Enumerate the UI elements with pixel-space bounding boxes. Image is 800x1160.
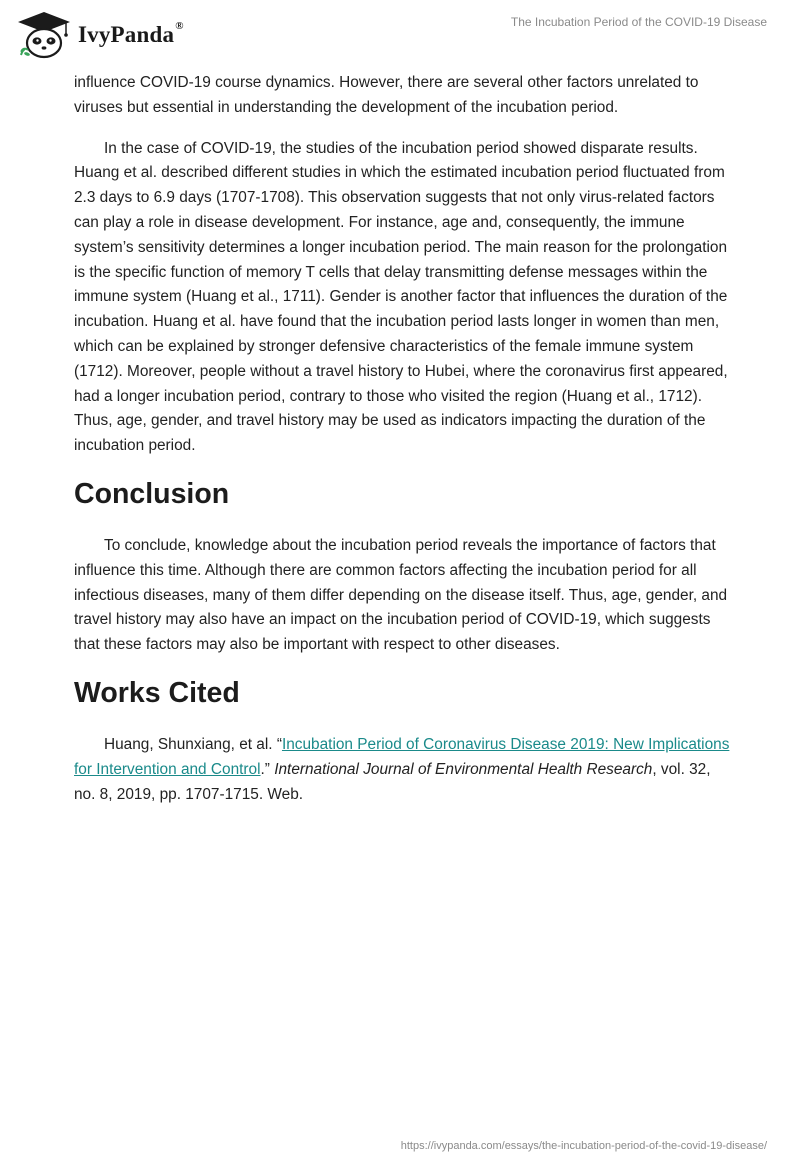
footer-url[interactable]: https://ivypanda.com/essays/the-incubation-period-of-the-covid-19-disease/ xyxy=(400,1140,767,1152)
document-title: The Incubation Period of the COVID-19 Disease xyxy=(510,15,767,29)
paragraph-incubation-studies: In the case of COVID-19, the studies of the incubation period showed disparate results. Huang et al. described different studies in which the estimated incubation period fluctuated from 2.3 days to 6.9 days (1707-1708). This observation suggests that not only virus-related factors can play a role in disease development. For instance, age and, consequently, the immune system’s sensitivity determines a longer incubation period. The main reason for the prolongation is the specific function of memory T cells that delay transmitting defense messages within the immune system (Huang et al., 1711). Gender is another factor that influences the duration of the incubation. Huang et al. have found that the incubation period lasts longer in women than men, which can be explained by stronger defensive characteristics of the female immune system (1712). Moreover, people without a travel history to Hubei, where the coronavirus first appeared, had a longer incubation period, contrary to those who visited the region (Huang et al., 1712). Thus, age, gender, and travel history may be used as indicators impacting the duration of the incubation period. xyxy=(74,139,728,455)
conclusion-heading: Conclusion xyxy=(74,477,230,510)
citation-link[interactable]: Incubation Period of Coronavirus Disease 2019: New Implications for Intervention and Control xyxy=(74,735,730,778)
page-header xyxy=(0,0,800,64)
brand-name: IvyPanda® xyxy=(78,20,184,47)
registered-mark: ® xyxy=(175,20,184,32)
panda-graduate-icon xyxy=(14,10,74,60)
essay-content xyxy=(74,71,734,823)
paragraph-conclusion: To conclude, knowledge about the incubation period reveals the importance of factors that influence this time. Although there are common factors affecting the incubation period for all infectious diseases, many of them differ depending on the disease itself. Thus, age, gender, and travel history may also have an impact on the incubation period of COVID-19, which suggests that these factors may also be important with respect to other diseases. xyxy=(74,536,728,654)
citation-punctuation: .” xyxy=(260,760,275,778)
citation-authors: Huang, Shunxiang, et al. “ xyxy=(104,735,282,753)
citation-details: , vol. 32, no. 8, 2019, pp. 1707-1715. Web. xyxy=(74,760,711,803)
works-cited-heading: Works Cited xyxy=(74,676,240,709)
ivypanda-logo[interactable] xyxy=(14,10,234,60)
citation-journal: International Journal of Environmental Health Research xyxy=(274,760,653,778)
citation-entry xyxy=(74,733,734,807)
paragraph-continuation: influence COVID-19 course dynamics. However, there are several other factors unrelated to viruses but essential in understanding the development of the incubation period. xyxy=(74,74,699,116)
